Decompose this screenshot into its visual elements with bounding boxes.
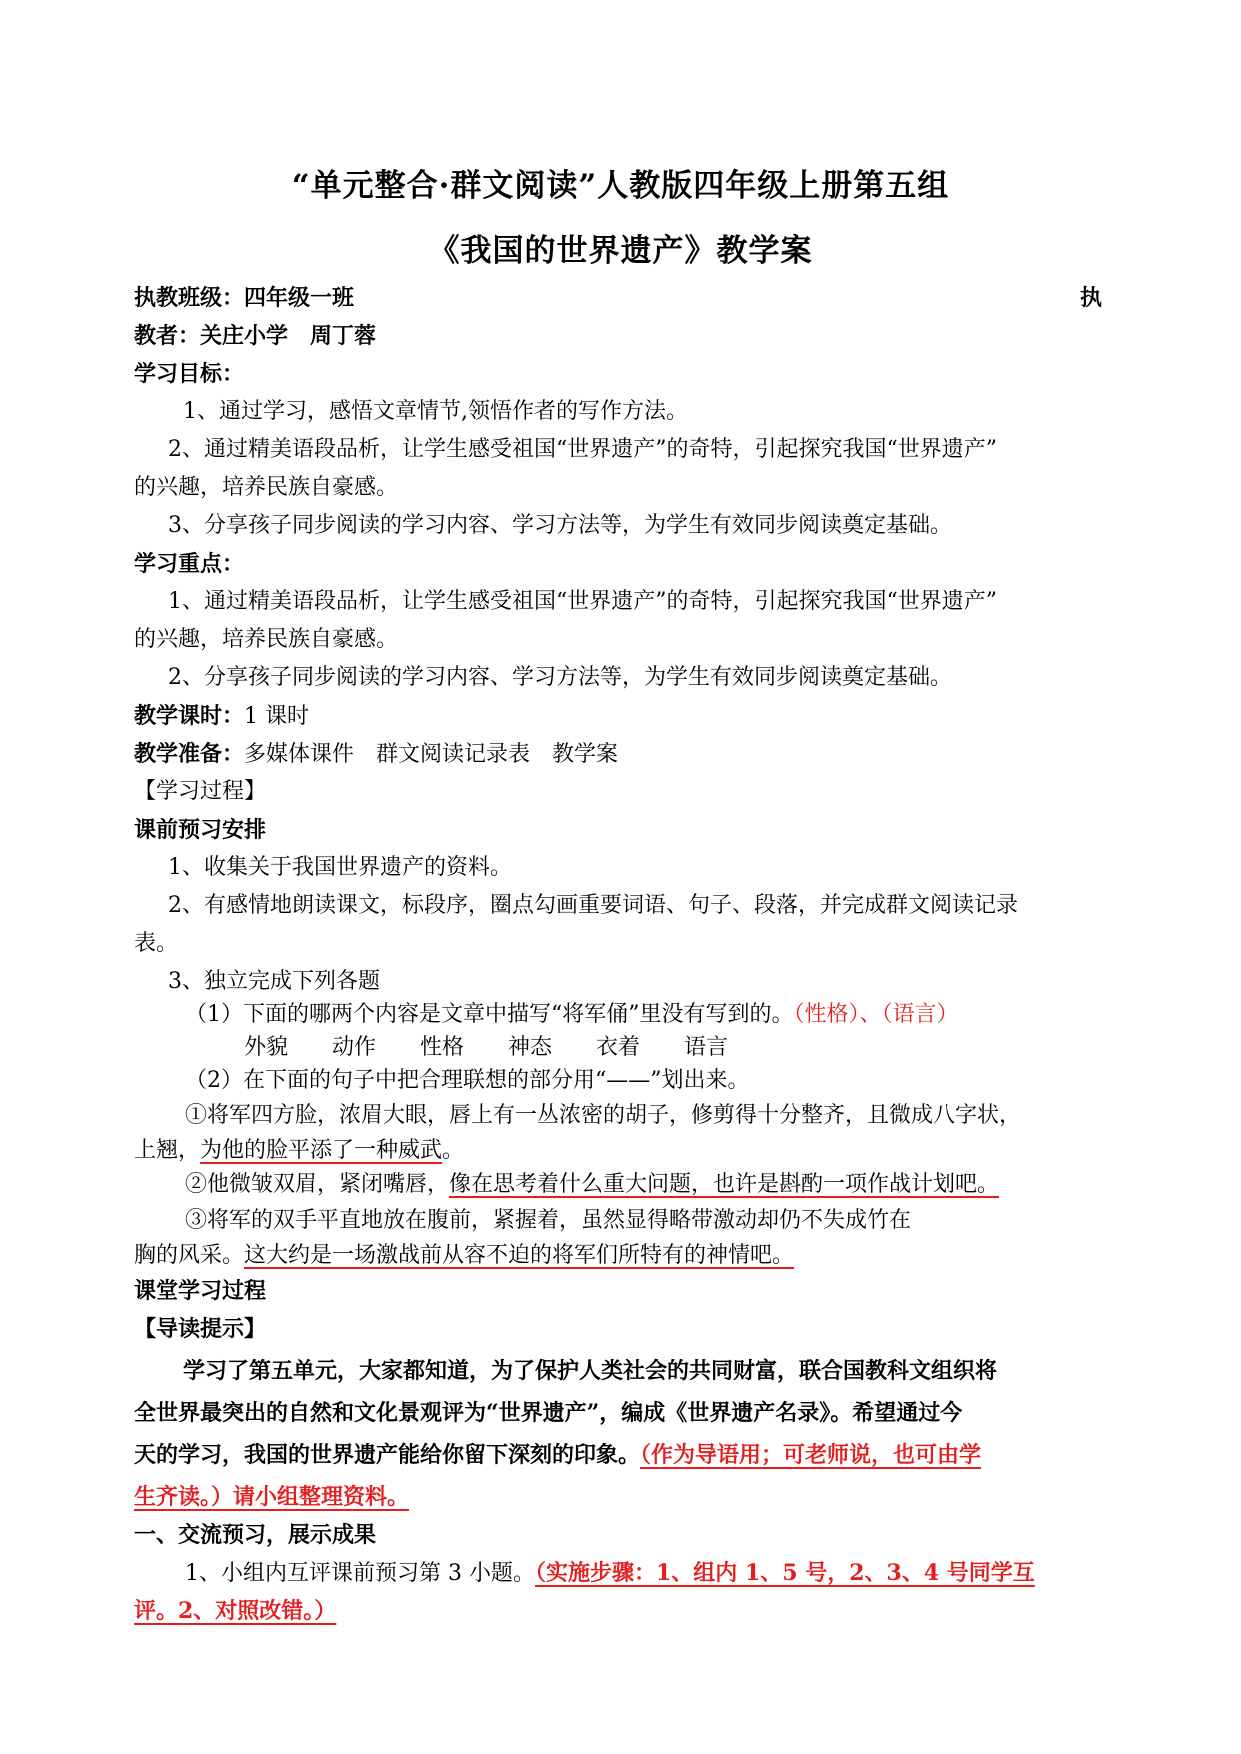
preview-item-2-line2: 表。 [134,931,179,956]
preview-heading: 课前预习安排 [134,817,267,843]
prep-value: 多媒体课件 群文阅读记录表 教学案 [244,742,619,767]
goals-heading: 学习目标： [134,361,245,387]
question-1-options: 外貌 动作 性格 神态 衣着 语言 [244,1035,729,1060]
sentence-1-line1: ①将军四方脸，浓眉大眼，唇上有一丛浓密的胡子，修剪得十分整齐，且微成八字状， [185,1103,1022,1128]
teaching-hours [134,701,309,732]
teacher-info: 教者：关庄小学 周丁蓉 [134,323,377,349]
document-subtitle: 《我国的世界遗产》教学案 [428,233,813,269]
teaching-prep [134,739,618,770]
focus-heading: 学习重点： [134,551,245,577]
sentence-2-plain: ②他微皱双眉，紧闭嘴唇， [185,1172,450,1197]
goal-3: 3、分享孩子同步阅读的学习内容、学习方法等，为学生有效同步阅读奠定基础。 [168,513,952,538]
section-1-item-1-note-end: 评。2、对照改错。） [134,1598,337,1624]
guide-line-3-note: （作为导语用；可老师说，也可由学 [640,1442,982,1468]
question-1 [185,1000,959,1030]
sentence-1-underlined: 为他的脸平添了一种威武 [200,1138,443,1163]
focus-2: 2、分享孩子同步阅读的学习内容、学习方法等，为学生有效同步阅读奠定基础。 [168,665,952,690]
focus-1-line1: 1、通过精美语段品析，让学生感受祖国“世界遗产”的奇特，引起探究我国“世界遗产” [168,589,997,614]
goal-2-line1: 2、通过精美语段品析，让学生感受祖国“世界遗产”的奇特，引起探究我国“世界遗产” [168,437,997,462]
goal-2-line2: 的兴趣，培养民族自豪感。 [134,475,399,500]
sentence-1-line2 [134,1136,464,1166]
guide-heading: 【导读提示】 [134,1316,267,1342]
sentence-3-line2 [134,1241,794,1271]
question-2: （2）在下面的句子中把合理联想的部分用“——”划出来。 [185,1068,750,1093]
prep-label: 教学准备： [134,741,245,767]
focus-1-line2: 的兴趣，培养民族自豪感。 [134,627,399,652]
guide-line-4-note: 生齐读。）请小组整理资料。 [134,1484,410,1510]
sentence-3-plain: 胸的风采。 [134,1243,245,1268]
section-1-heading: 一、交流预习，展示成果 [134,1522,377,1548]
sentence-1-plain: 上翘， [134,1138,201,1163]
class-info-tail: 执 [1080,285,1103,311]
question-1-answer: （性格）、（语言） [793,1002,959,1027]
sentence-2 [185,1170,999,1200]
hours-label: 教学课时： [134,703,245,729]
hours-value: 1 课时 [244,704,310,729]
guide-line-2: 全世界最突出的自然和文化景观评为“世界遗产”，编成《世界遗产名录》。希望通过今 [134,1400,963,1426]
sentence-2-underlined: 像在思考着什么重大问题，也许是斟酌一项作战计划吧。 [449,1172,1000,1197]
question-1-text: （1）下面的哪两个内容是文章中描写“将军俑”里没有写到的。 [185,1002,794,1027]
guide-line-1: 学习了第五单元，大家都知道，为了保护人类社会的共同财富，联合国教科文组织将 [183,1358,998,1384]
process-heading: 【学习过程】 [134,779,267,804]
section-1-item-1-plain: 1、小组内互评课前预习第 3 小题。 [185,1561,535,1586]
sentence-3-line1: ③将军的双手平直地放在腹前，紧握着，虽然显得略带激动却仍不失成竹在 [185,1208,912,1233]
sentence-3-underlined: 这大约是一场激战前从容不迫的将军们所特有的神情吧。 [244,1243,795,1268]
preview-item-1: 1、收集关于我国世界遗产的资料。 [168,855,512,880]
section-1-item-1-line2 [134,1596,336,1626]
section-1-item-1 [185,1558,1035,1589]
goal-1: 1、通过学习，感悟文章情节,领悟作者的写作方法。 [183,399,688,424]
guide-line-3-plain: 天的学习，我国的世界遗产能给你留下深刻的印象。 [134,1442,641,1468]
section-1-item-1-note: （实施步骤：1、组内 1、5 号，2、3、4 号同学互 [534,1560,1035,1586]
guide-line-3 [134,1440,981,1470]
preview-item-2-line1: 2、有感情地朗读课文，标段序，圈点勾画重要词语、句子、段落，并完成群文阅读记录 [168,893,1018,918]
preview-item-3: 3、独立完成下列各题 [168,969,380,994]
document-title: “单元整合·群文阅读”人教版四年级上册第五组 [291,168,950,204]
classroom-heading: 课堂学习过程 [134,1278,267,1304]
guide-line-4 [134,1482,409,1512]
sentence-1-end: 。 [442,1138,465,1163]
class-info: 执教班级：四年级一班 [134,285,355,311]
